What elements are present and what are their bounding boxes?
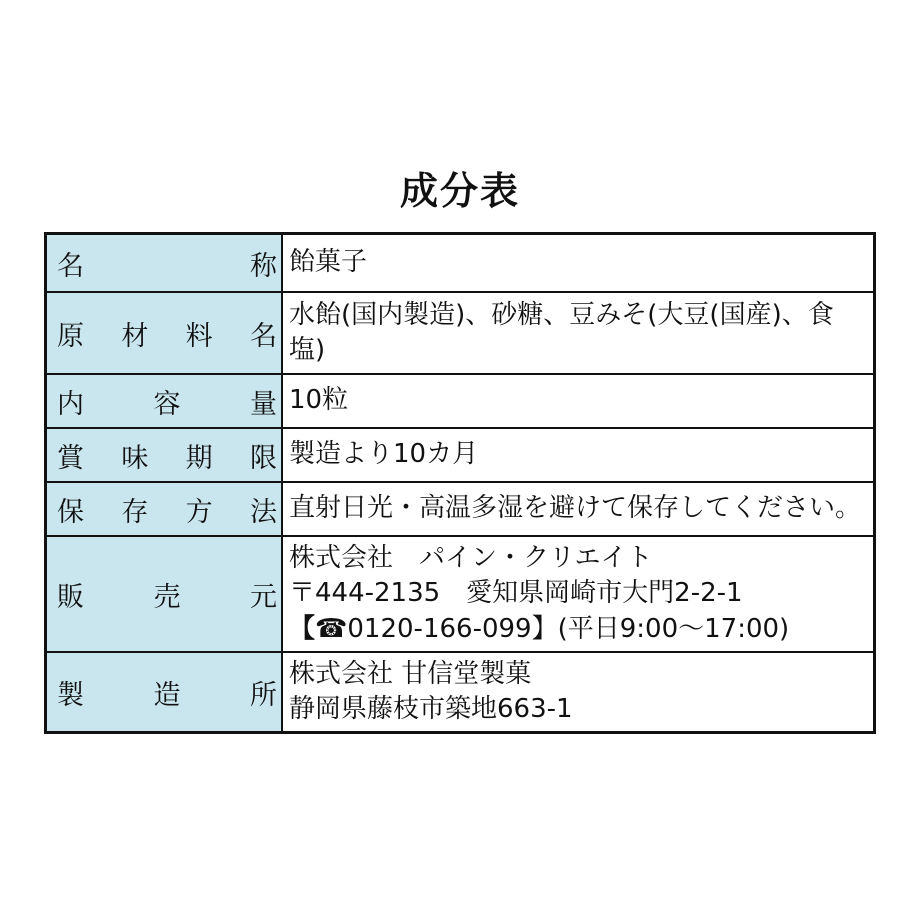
phone-hours: (平日9:00〜17:00) [557, 613, 790, 644]
value-line: 10粒 [289, 385, 349, 416]
value-line: 株式会社 パイン・クリエイト [289, 542, 653, 573]
value-line: 株式会社 甘信堂製菓 [289, 658, 532, 689]
label-char: 内 [57, 388, 84, 420]
value-line: 飴菓子 [289, 247, 368, 278]
label-char: 原 [57, 320, 84, 352]
label-char: 名 [57, 250, 84, 282]
label-char: 販 [57, 581, 84, 613]
phone-line [289, 612, 865, 647]
row-label-name [47, 235, 283, 291]
table-row [47, 235, 873, 291]
row-value-contents [283, 375, 873, 427]
value-line: 〒444-2135 愛知県岡崎市大門2-2-1 [289, 578, 743, 609]
label-char: 材 [121, 320, 149, 352]
row-value-seller [283, 537, 873, 651]
value-line: 水飴(国内製造)、砂糖、豆みそ(大豆(国産)、食塩) [289, 299, 834, 365]
label-char: 称 [250, 250, 277, 282]
label-char: 元 [250, 581, 277, 613]
row-label-storage [47, 483, 283, 535]
label-char: 味 [121, 442, 149, 474]
label-char: 量 [250, 388, 277, 420]
table-row [47, 291, 873, 373]
row-value-manufacturer [283, 653, 873, 731]
row-label-best-before [47, 429, 283, 481]
label-char: 造 [153, 679, 181, 711]
label-char: 保 [57, 496, 84, 528]
row-label-contents [47, 375, 283, 427]
table-row [47, 373, 873, 427]
table-row [47, 481, 873, 535]
row-value-ingredients [283, 293, 873, 373]
row-value-name [283, 235, 873, 291]
label-char: 賞 [57, 442, 84, 474]
label-char: 期 [185, 442, 213, 474]
table-row [47, 535, 873, 651]
row-label-ingredients [47, 293, 283, 373]
page-title: 成分表 [399, 169, 520, 213]
row-value-storage [283, 483, 873, 535]
row-value-best-before [283, 429, 873, 481]
table-row [47, 651, 873, 731]
table-row [47, 427, 873, 481]
label-char: 存 [121, 496, 149, 528]
label-char: 売 [153, 581, 181, 613]
phone-icon: 【☎ [289, 613, 348, 644]
label-char: 料 [185, 320, 213, 352]
value-line: 静岡県藤枝市築地663-1 [289, 694, 573, 724]
label-char: 法 [249, 496, 277, 528]
value-line: 製造より10カ月 [289, 439, 479, 470]
value-line: 直射日光・高温多湿を避けて保存してください。 [289, 493, 862, 524]
row-label-manufacturer [47, 653, 283, 731]
label-char: 限 [249, 442, 277, 474]
label-char: 所 [250, 679, 277, 711]
label-char: 方 [185, 496, 213, 528]
row-label-seller [47, 537, 283, 651]
phone-number: 0120-166-099】 [347, 613, 558, 644]
label-char: 容 [153, 388, 181, 420]
ingredients-table [44, 232, 876, 734]
label-char: 名 [249, 320, 277, 352]
label-char: 製 [57, 679, 84, 711]
